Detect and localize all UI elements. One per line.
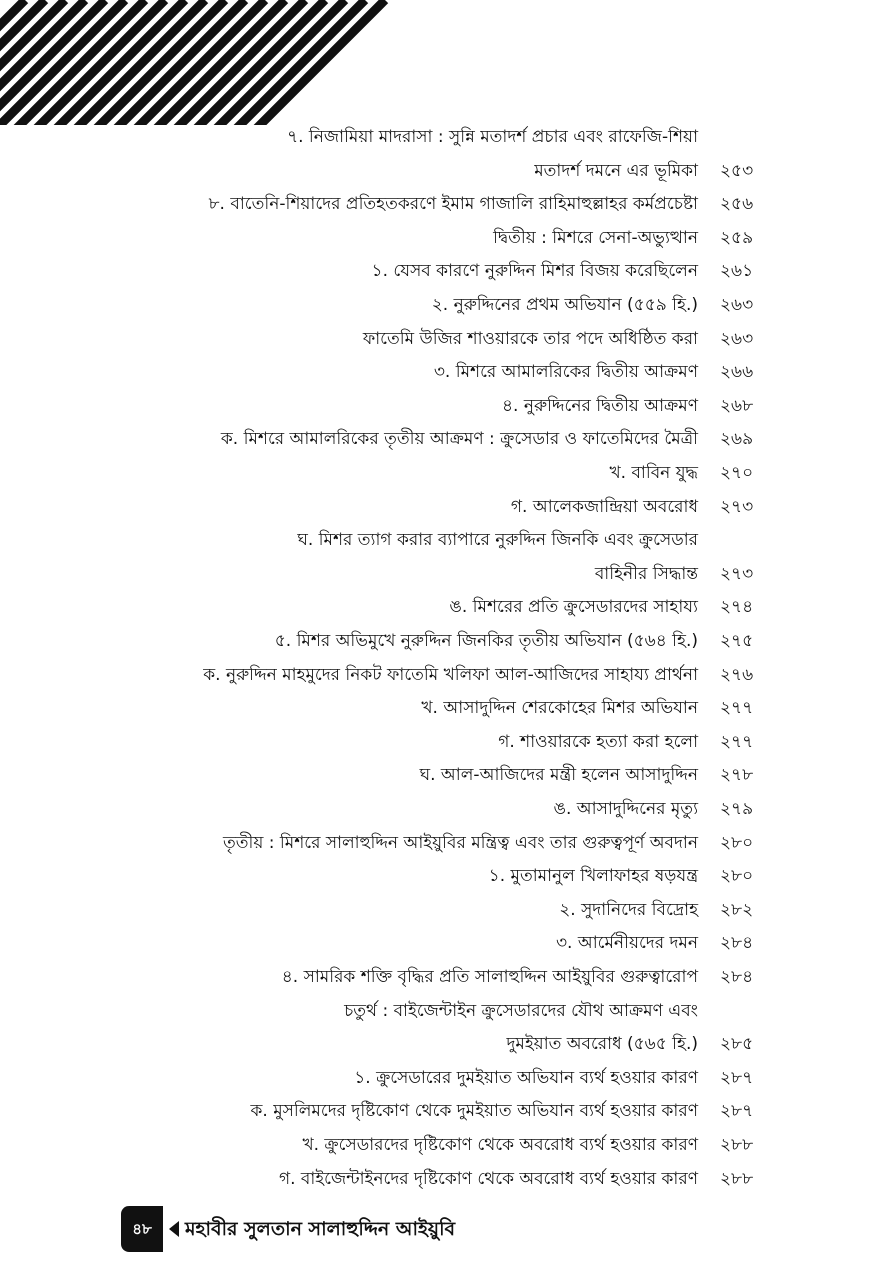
- toc-entry-page: ২৭৩: [720, 563, 754, 584]
- toc-entry-title: ঙ. আসাদুদ্দিনের মৃত্যু: [553, 799, 698, 819]
- toc-entry: [0, 1061, 870, 1095]
- toc-entry-title: ৪. নুরুদ্দিনের দ্বিতীয় আক্রমণ: [502, 395, 698, 416]
- toc-entry-title: চতুর্থ : বাইজেন্টাইন ক্রুসেডারদের যৌথ আক্রমণ এবং: [344, 1000, 698, 1021]
- toc-entry: [0, 826, 870, 860]
- toc-entry: [0, 120, 870, 154]
- toc-entry-title: ঘ. মিশর ত্যাগ করার ব্যাপারে নুরুদ্দিন জিনকি এবং ক্রুসেডার: [297, 530, 698, 551]
- toc-entry-page: ২৭৫: [720, 631, 754, 651]
- toc-entry-title: ৩. মিশরে আমালরিকের দ্বিতীয় আক্রমণ: [433, 362, 698, 383]
- toc-entry-page: ২৮৭: [720, 1067, 754, 1088]
- toc-entry-page: ২৮২: [720, 899, 754, 920]
- toc-entry: [0, 994, 870, 1028]
- toc-entry: [0, 926, 870, 960]
- toc-entry-page: ২৮৪: [720, 933, 754, 954]
- toc-entry-title: ঘ. আল-আজিদের মন্ত্রী হলেন আসাদুদ্দিন: [419, 765, 698, 786]
- toc-entry-page: ২৬৬: [720, 362, 754, 383]
- toc-entry-page: ২৮৫: [720, 1034, 754, 1055]
- toc-entry: [0, 960, 870, 994]
- decorative-stripes: [0, 0, 390, 125]
- toc-entry: [0, 389, 870, 423]
- toc-entry: [0, 691, 870, 725]
- toc-entry: [0, 422, 870, 456]
- toc-entry: [0, 288, 870, 322]
- toc-entry-title: মতাদর্শ দমনে এর ভূমিকা: [534, 160, 698, 181]
- toc-entry-title: গ. বাইজেন্টাইনদের দৃষ্টিকোণ থেকে অবরোধ ব্যর্থ হওয়ার কারণ: [278, 1168, 698, 1189]
- toc-entry: [0, 758, 870, 792]
- toc-entry: [0, 254, 870, 288]
- toc-entry: [0, 456, 870, 490]
- book-title: মহাবীর সুলতান সালাহুদ্দিন আইয়ুবি: [185, 1218, 456, 1240]
- toc-entry: [0, 658, 870, 692]
- toc-entry-title: ক. মিশরে আমালরিকের তৃতীয় আক্রমণ : ক্রুসেডার ও ফাতেমিদের মৈত্রী: [220, 429, 698, 450]
- toc-entry-page: ২৮৮: [720, 1168, 754, 1189]
- toc-entry: [0, 355, 870, 389]
- toc-entry-title: তৃতীয় : মিশরে সালাহুদ্দিন আইয়ুবির মন্ত্রিত্ব এবং তার গুরুত্বপূর্ণ অবদান: [222, 832, 698, 853]
- toc-entry-title: গ. শাওয়ারকে হত্যা করা হলো: [498, 731, 698, 752]
- toc-entry: [0, 725, 870, 759]
- toc-entry: [0, 792, 870, 826]
- toc-entry-page: ২৬৩: [720, 295, 754, 315]
- toc-entry: [0, 893, 870, 927]
- toc-entry-title: ক. মুসলিমদের দৃষ্টিকোণ থেকে দুমইয়াত অভিযান ব্যর্থ হওয়ার কারণ: [250, 1101, 698, 1122]
- toc-entry: [0, 154, 870, 188]
- toc-entry-page: ২৬৮: [720, 395, 754, 416]
- toc-entry-page: ২৭৪: [720, 597, 754, 618]
- toc-entry-page: ২৭৬: [720, 664, 754, 685]
- toc-entry-title: ১. মুতামানুল খিলাফাহর ষড়যন্ত্র: [488, 866, 698, 887]
- toc-entry-page: ২৫৯: [720, 227, 754, 248]
- toc-entry-page: ২৭৮: [720, 765, 754, 786]
- toc-entry-title: ১. যেসব কারণে নুরুদ্দিন মিশর বিজয় করেছিলেন: [371, 261, 698, 282]
- toc-entry-page: ২৬৯: [720, 429, 754, 450]
- page-number: ৪৮: [121, 1206, 163, 1252]
- toc-entry-title: খ. বাবিন যুদ্ধ: [609, 463, 698, 483]
- toc-entry-page: ২৮৮: [720, 1135, 754, 1155]
- toc-entry-page: ২৫৬: [720, 194, 754, 215]
- toc-entry-page: ২৭৭: [720, 698, 754, 719]
- toc-entry-title: ৪. সামরিক শক্তি বৃদ্ধির প্রতি সালাহুদ্দিন আইয়ুবির গুরুত্বারোপ: [281, 967, 698, 987]
- toc-entry-page: ২৮৪: [720, 967, 754, 987]
- toc-entry: [0, 557, 870, 591]
- toc-entry: [0, 523, 870, 557]
- toc-entry: [0, 1162, 870, 1196]
- toc-entry-page: ২৫৩: [720, 160, 754, 181]
- toc-entry-page: ২৮৭: [720, 1101, 754, 1122]
- toc-entry-title: ৩. আর্মেনীয়দের দমন: [555, 933, 698, 954]
- toc-entry-title: ৫. মিশর অভিমুখে নুরুদ্দিন জিনকির তৃতীয় অভিযান (৫৬৪ হি.): [274, 631, 698, 651]
- toc-entry-title: ২. নুরুদ্দিনের প্রথম অভিযান (৫৫৯ হি.): [431, 295, 698, 315]
- toc-entry-title: খ. আসাদুদ্দিন শেরকোহের মিশর অভিযান: [421, 698, 698, 719]
- toc-entry-page: ২৭৭: [720, 731, 754, 752]
- toc-entry-page: ২৭৩: [720, 496, 754, 517]
- toc-entry-title: গ. আলেকজান্দ্রিয়া অবরোধ: [510, 496, 698, 517]
- toc-entry: [0, 1027, 870, 1061]
- toc-entry-title: ৭. নিজামিয়া মাদরাসা : সুন্নি মতাদর্শ প্রচার এবং রাফেজি-শিয়া: [287, 127, 698, 147]
- toc-entry-page: ২৮০: [720, 866, 754, 887]
- toc-entry: [0, 590, 870, 624]
- toc-entry-page: ২৮০: [720, 832, 754, 853]
- toc-entry-page: ২৭৯: [720, 799, 754, 819]
- toc-entry: [0, 859, 870, 893]
- toc-entry-page: ২৬১: [720, 261, 754, 282]
- toc-entry-title: ঙ. মিশরের প্রতি ক্রুসেডারদের সাহায্য: [449, 597, 698, 618]
- toc-entry-title: দুমইয়াত অবরোধ (৫৬৫ হি.): [506, 1034, 698, 1055]
- toc-entry-title: ১. ক্রুসেডারের দুমইয়াত অভিযান ব্যর্থ হওয়ার কারণ: [354, 1067, 698, 1088]
- toc-entry: [0, 221, 870, 255]
- toc-entry-title: দ্বিতীয় : মিশরে সেনা-অভ্যুত্থান: [493, 227, 698, 248]
- toc-entry: [0, 490, 870, 524]
- toc-entry-title: ৮. বাতেনি-শিয়াদের প্রতিহতকরণে ইমাম গাজালি রাহিমাহুল্লাহর কর্মপ্রচেষ্টা: [208, 194, 698, 215]
- toc-entry: [0, 1128, 870, 1162]
- triangle-left-icon: [169, 1221, 179, 1237]
- toc-entry: [0, 624, 870, 658]
- toc-entry: [0, 187, 870, 221]
- toc-entry-page: ২৬৩: [720, 328, 754, 349]
- toc-entry-page: ২৭০: [720, 463, 754, 483]
- toc-entry: [0, 322, 870, 356]
- toc-entry: [0, 1094, 870, 1128]
- toc-entry-title: বাহিনীর সিদ্ধান্ত: [594, 563, 698, 584]
- toc-entry-title: ক. নুরুদ্দিন মাহমুদের নিকট ফাতেমি খলিফা আল-আজিদের সাহায্য প্রার্থনা: [203, 664, 698, 685]
- toc-entry-title: ফাতেমি উজির শাওয়ারকে তার পদে অধিষ্ঠিত করা: [362, 328, 698, 349]
- toc-entry-title: ২. সুদানিদের বিদ্রোহ: [559, 899, 698, 920]
- toc-entry-title: খ. ক্রুসেডারদের দৃষ্টিকোণ থেকে অবরোধ ব্যর্থ হওয়ার কারণ: [302, 1135, 698, 1155]
